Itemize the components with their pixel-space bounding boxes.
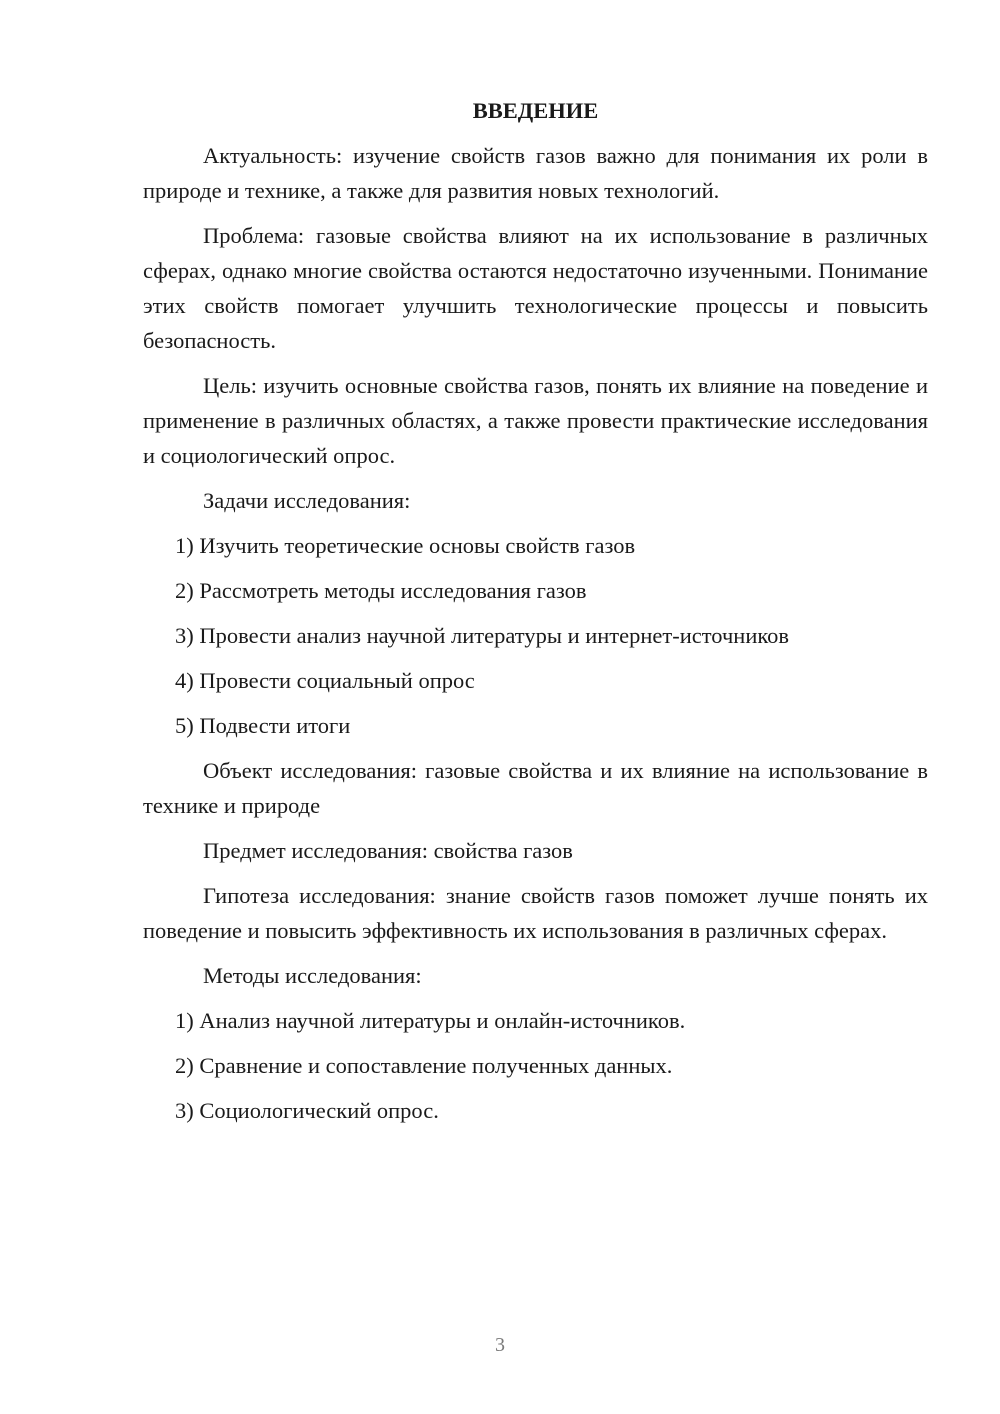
list-item-task: 4) Провести социальный опрос xyxy=(175,668,475,693)
page-content xyxy=(143,93,928,1138)
tasks-heading: Задачи исследования: xyxy=(203,488,411,513)
list-item-task: 5) Подвести итоги xyxy=(175,713,351,738)
list-item-task: 1) Изучить теоретические основы свойств газов xyxy=(175,533,636,558)
paragraph-problem: Проблема: газовые свойства влияют на их использование в различных сферах, однако многие свойства остаются недостаточно изученными. Понимание этих свойств помогает улучшить технологические процессы и повысить безопасность. xyxy=(143,223,928,353)
list-item-method: 2) Сравнение и сопоставление полученных данных. xyxy=(175,1053,673,1078)
paragraph-object: Объект исследования: газовые свойства и их влияние на использование в технике и природе xyxy=(143,758,928,818)
paragraph-goal: Цель: изучить основные свойства газов, понять их влияние на поведение и применение в различных областях, а также провести практические исследования и социологический опрос. xyxy=(143,373,928,468)
list-item-task: 2) Рассмотреть методы исследования газов xyxy=(175,578,587,603)
list-item-method: 1) Анализ научной литературы и онлайн-источников. xyxy=(175,1008,686,1033)
page-title: ВВЕДЕНИЕ xyxy=(472,98,599,123)
list-item-method: 3) Социологический опрос. xyxy=(175,1098,439,1123)
paragraph-relevance: Актуальность: изучение свойств газов важно для понимания их роли в природе и технике, а также для развития новых технологий. xyxy=(143,143,928,203)
paragraph-hypothesis: Гипотеза исследования: знание свойств газов поможет лучше понять их поведение и повысить эффективность их использования в различных сферах. xyxy=(143,883,928,943)
list-item-task: 3) Провести анализ научной литературы и интернет-источников xyxy=(175,623,790,648)
paragraph-subject: Предмет исследования: свойства газов xyxy=(203,838,573,863)
page-number: 3 xyxy=(495,1334,505,1356)
methods-heading: Методы исследования: xyxy=(203,963,422,988)
